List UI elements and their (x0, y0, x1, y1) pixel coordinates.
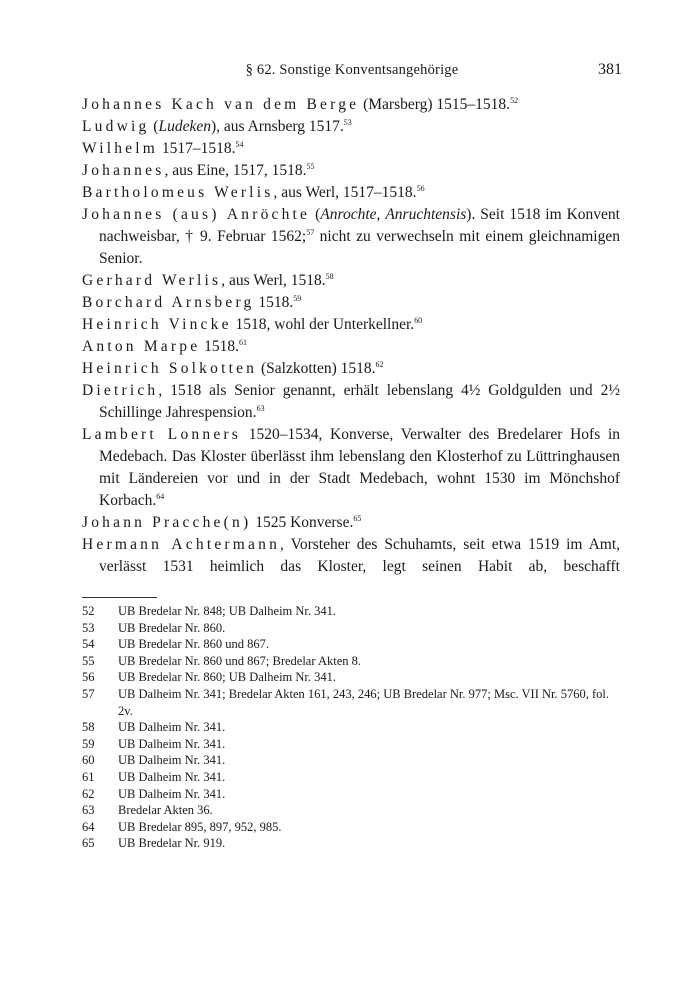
entry-text: , aus Eine, 1517, 1518. (164, 162, 307, 179)
footnote-text: UB Dalheim Nr. 341. (118, 753, 226, 768)
footnote-number: 64 (82, 819, 95, 834)
footnote-ref: 53 (343, 118, 352, 127)
footnote-number: 57 (82, 686, 95, 701)
footnote-rule (82, 597, 157, 598)
footnote-ref: 55 (306, 162, 315, 171)
entry-text: ( (310, 206, 321, 223)
footnote-ref: 61 (239, 338, 248, 347)
footnote-ref: 58 (325, 272, 334, 281)
footnote (82, 669, 622, 686)
member-name: Johann Pracche(n) (82, 514, 252, 531)
entry-text: 1518. (254, 294, 294, 311)
footnote (82, 636, 622, 653)
footnote (82, 819, 622, 836)
entry-text: 1525 Konverse. (251, 514, 354, 531)
entry-text: (Marsberg) 1515–1518. (359, 96, 511, 113)
footnote-number: 52 (82, 604, 95, 618)
footnote (82, 769, 622, 786)
variant-name: Anruchtensis (385, 206, 467, 223)
member-name: Wilhelm (82, 140, 159, 157)
footnote-number: 54 (82, 637, 95, 652)
member-name: Heinrich Solkotten (82, 360, 258, 377)
member-entry (82, 182, 620, 204)
footnotes (82, 603, 622, 852)
footnote-text: UB Bredelar Nr. 919. (118, 836, 226, 851)
footnote-text: UB Dalheim Nr. 341. (118, 720, 226, 735)
footnote-text: UB Dalheim Nr. 341. (118, 786, 226, 801)
member-list (82, 94, 620, 578)
footnote-text: UB Bredelar Nr. 860. (118, 620, 226, 635)
entry-text: 1518, wohl der Unterkellner. (231, 316, 415, 333)
footnote (82, 736, 622, 753)
footnote-text: UB Dalheim Nr. 341. (118, 769, 226, 784)
footnote-ref: 54 (235, 140, 244, 149)
footnote (82, 835, 622, 852)
entry-text: , Vorsteher des Schuhamts, seit etwa 1519 im Amt, verlässt 1531 heimlich das Kloster, legt seinen Habit ab, beschafft (99, 536, 620, 575)
entry-text: 1520–1534, Konverse, Verwalter des Bredelarer Hofs in Medebach. Das Kloster überlässt ihm lebenslang den Klosterhof zu Lüttringhausen mit Ländereien vor und in der Stadt Medebach, wohnt 1530 im Mönchshof Korbach. (99, 426, 620, 509)
footnote-ref: 64 (156, 492, 165, 501)
member-entry (82, 512, 620, 534)
member-name: Johannes Kach van dem Berge (82, 96, 360, 113)
footnote-number: 65 (82, 836, 95, 851)
footnote-number: 53 (82, 620, 95, 635)
member-entry (82, 116, 620, 138)
footnote-number: 61 (82, 769, 95, 784)
entry-text: , 1518 als Senior genannt, erhält lebenslang 4½ Goldgulden und 2½ Schillinge Jahrespension. (99, 382, 620, 421)
member-name: Anton Marpe (82, 338, 201, 355)
entry-text: , aus Werl, 1517–1518. (273, 184, 417, 201)
footnote-text: UB Bredelar Nr. 860 und 867; Bredelar Akten 8. (118, 653, 362, 668)
member-entry (82, 534, 620, 578)
entry-text: ( (149, 118, 159, 135)
member-entry (82, 292, 620, 314)
member-name: Dietrich (82, 382, 159, 399)
member-name: Borchard Arnsberg (82, 294, 255, 311)
footnote-number: 63 (82, 803, 95, 818)
footnote-text: UB Dalheim Nr. 341; Bredelar Akten 161, 243, 246; UB Bredelar Nr. 977; Msc. VII Nr. 5760, fol. 2v. (118, 686, 610, 718)
entry-text: 1517–1518. (158, 140, 236, 157)
footnote-ref: 63 (256, 404, 265, 413)
entry-text: 1518. (200, 338, 240, 355)
member-name: Lambert Lonners (82, 426, 241, 443)
page-number: 381 (598, 61, 622, 78)
member-entry (82, 160, 620, 182)
member-name: Johannes (82, 162, 165, 179)
variant-name: Ludeken (158, 118, 211, 135)
entry-text: , aus Werl, 1518. (221, 272, 326, 289)
member-name: Heinrich Vincke (82, 316, 232, 333)
footnote-ref: 60 (414, 316, 423, 325)
member-entry (82, 336, 620, 358)
footnote-number: 62 (82, 786, 95, 801)
footnote-ref: 52 (510, 96, 519, 105)
footnote (82, 653, 622, 670)
footnote-ref: 62 (375, 360, 384, 369)
footnote (82, 603, 622, 620)
member-entry (82, 138, 620, 160)
entry-text: (Salzkotten) 1518. (257, 360, 376, 377)
footnote-text: UB Dalheim Nr. 341. (118, 736, 226, 751)
member-entry (82, 270, 620, 292)
member-name: Gerhard Werlis (82, 272, 222, 289)
member-entry (82, 314, 620, 336)
footnote-number: 58 (82, 720, 95, 735)
footnote-text: UB Bredelar 895, 897, 952, 985. (118, 819, 282, 834)
member-entry (82, 204, 620, 270)
member-entry (82, 94, 620, 116)
footnote (82, 786, 622, 803)
footnote-text: UB Bredelar Nr. 860; UB Dalheim Nr. 341. (118, 670, 337, 685)
footnote-text: Bredelar Akten 36. (118, 803, 213, 818)
footnote-text: UB Bredelar Nr. 860 und 867. (118, 637, 270, 652)
footnote-number: 55 (82, 653, 95, 668)
variant-name: Anrochte (320, 206, 377, 223)
footnote-ref: 57 (306, 228, 315, 237)
member-name: Johannes (aus) Anröchte (82, 206, 311, 223)
footnote-ref: 56 (416, 184, 425, 193)
member-entry (82, 380, 620, 424)
footnote (82, 686, 622, 719)
footnote (82, 719, 622, 736)
member-name: Bartholomeus Werlis (82, 184, 274, 201)
running-title: § 62. Sonstige Konventsangehörige (245, 62, 459, 78)
member-entry (82, 358, 620, 380)
footnote-number: 60 (82, 753, 95, 768)
footnote-text: UB Bredelar Nr. 848; UB Dalheim Nr. 341. (118, 604, 337, 618)
entry-text: ). Seit 1518 im Konvent nachweisbar, † 9. Februar 1562; (99, 206, 620, 245)
entry-text: nicht zu verwechseln mit einem gleichnamigen Senior. (99, 228, 620, 267)
member-name: Ludwig (82, 118, 150, 135)
footnote-number: 56 (82, 670, 95, 685)
footnote (82, 752, 622, 769)
footnote-number: 59 (82, 736, 95, 751)
entry-text: ), aus Arnsberg 1517. (210, 118, 344, 135)
footnote (82, 620, 622, 637)
footnote (82, 802, 622, 819)
footnote-ref: 59 (293, 294, 302, 303)
running-header (82, 62, 622, 82)
member-entry (82, 424, 620, 512)
member-name: Hermann Achtermann (82, 536, 281, 553)
entry-text: , (376, 206, 386, 223)
footnote-ref: 65 (353, 514, 362, 523)
